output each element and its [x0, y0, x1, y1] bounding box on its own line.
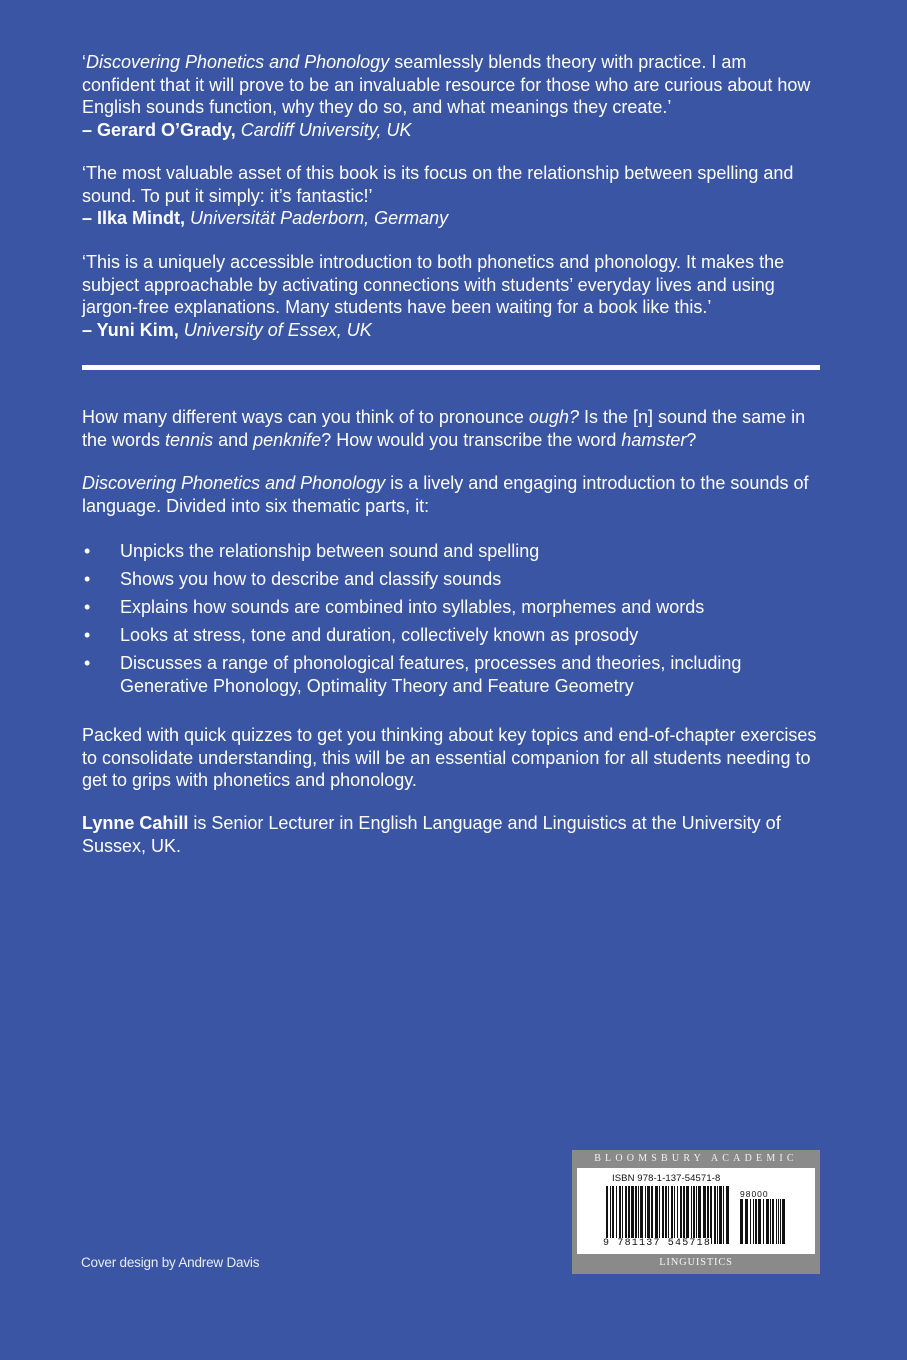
intro-paragraph: How many different ways can you think of to pronounce ough? Is the [n] sound the same in the words tennis and penknife? How would you transcribe the word hamster? — [82, 407, 806, 450]
barcode-area — [577, 1168, 815, 1254]
list-item: • Looks at stress, tone and duration, collectively known as prosody — [84, 625, 639, 645]
publisher-name: BLOOMSBURY ACADEMIC — [594, 1153, 798, 1164]
quote-author: – Yuni Kim, — [82, 319, 179, 340]
bullet-icon: • — [84, 653, 91, 673]
feature-list — [82, 540, 822, 703]
barcode-bar — [750, 1199, 751, 1244]
quote-text: ‘The most valuable asset of this book is its focus on the relationship between spelling and sound. To put it simply: it’s fantastic!’ — [82, 163, 794, 206]
bullet-icon: • — [84, 541, 91, 561]
barcode-bar — [755, 1199, 757, 1244]
quote-affiliation: Universität Paderborn, Germany — [190, 208, 449, 228]
barcode-bar — [647, 1186, 650, 1244]
list-item: • Explains how sounds are combined into syllables, morphemes and words — [84, 597, 705, 617]
category-label: LINGUISTICS — [659, 1257, 733, 1268]
endorsement-quote — [82, 162, 822, 230]
list-item: • Discusses a range of phonological features, processes and theories, including Generative Phonology, Optimality Theory and Feature Geometry — [84, 653, 742, 696]
barcode-bar — [719, 1186, 722, 1244]
description-paragraph: Discovering Phonetics and Phonology is a lively and engaging introduction to the sounds of language. Divided into six thematic parts, it: — [82, 473, 809, 516]
barcode-bar — [782, 1199, 785, 1244]
barcode-bar — [674, 1186, 675, 1244]
barcode-bar — [665, 1186, 667, 1244]
quote-author: – Ilka Mindt, — [82, 208, 186, 228]
barcode-bar — [606, 1186, 608, 1244]
quote-affiliation: Cardiff University, UK — [240, 119, 412, 140]
barcode-bar — [686, 1186, 689, 1244]
barcode-bar — [625, 1186, 627, 1244]
barcode-bar — [659, 1186, 660, 1244]
packed-paragraph: Packed with quick quizzes to get you thinking about key topics and end-of-chapter exercises to consolidate understanding, this will be an essential companion for all students needing to get to grips with phonetics and phonology. — [82, 725, 817, 790]
barcode-bar — [628, 1186, 630, 1244]
barcode-bar — [763, 1199, 764, 1244]
barcode-bar — [631, 1186, 634, 1244]
barcode-bar — [683, 1186, 685, 1244]
barcode-bar — [638, 1186, 639, 1244]
barcode-bar — [770, 1199, 771, 1244]
barcode-bar — [714, 1186, 716, 1244]
endorsement-quote — [82, 51, 822, 141]
barcode-bar — [677, 1186, 678, 1244]
endorsement-quote — [82, 251, 822, 341]
barcode-bar — [645, 1186, 646, 1244]
cover-credit: Cover design by Andrew Davis — [81, 1255, 260, 1270]
divider-line — [82, 365, 820, 370]
author-bio-text: is Senior Lecturer in English Language and Linguistics at the University of Sussex, UK. — [82, 813, 781, 856]
barcode-bar — [698, 1186, 701, 1244]
author-name: Lynne Cahill — [82, 813, 189, 833]
barcode-bar — [616, 1186, 617, 1244]
barcode-bar — [772, 1199, 774, 1244]
bullet-icon: • — [84, 569, 91, 589]
barcode-bar — [612, 1186, 614, 1244]
barcode-bar — [651, 1186, 653, 1244]
barcode-bar — [691, 1186, 692, 1244]
barcode-bar — [717, 1186, 718, 1244]
ean-barcode-icon — [606, 1186, 730, 1244]
barcode-bar — [753, 1199, 754, 1244]
barcode-bar — [766, 1199, 769, 1244]
barcode-bar — [662, 1186, 664, 1244]
barcode-bar — [668, 1186, 669, 1244]
barcode-bar — [710, 1186, 712, 1244]
list-item: • Unpicks the relationship between sound and spelling — [84, 541, 540, 561]
barcode-bar — [778, 1199, 779, 1244]
barcode-bar — [655, 1186, 658, 1244]
barcode-bar — [707, 1186, 709, 1244]
author-bio — [82, 812, 822, 857]
barcode-bar — [723, 1186, 724, 1244]
quote-text: ‘Discovering Phonetics and Phonology seamlessly blends theory with practice. I am confident that it will prove to be an invaluable resource for those who are curious about how English sounds function, why they do so, and what meanings they create.’ — [82, 52, 811, 117]
barcode-bar — [640, 1186, 643, 1244]
ean-digits: 9 781137 545718 — [603, 1238, 712, 1249]
quote-text: ‘This is a uniquely accessible introduction to both phonetics and phonology. It makes the subject approachable by activating connections with students’ everyday lives and using jargon-free explanations. Many students have been waiting for a book like this.’ — [82, 252, 785, 317]
barcode-bar — [622, 1186, 623, 1244]
barcode-panel — [572, 1150, 820, 1274]
barcode-bar — [671, 1186, 673, 1244]
list-item: • Shows you how to describe and classify sounds — [84, 569, 502, 589]
barcode-bar — [693, 1186, 695, 1244]
barcode-bar — [680, 1186, 682, 1244]
quote-affiliation: University of Essex, UK — [183, 319, 372, 340]
isbn-label: ISBN 978-1-137-54571-8 — [612, 1173, 721, 1184]
barcode-bar — [758, 1199, 761, 1244]
addon-digits: 98000 — [740, 1189, 769, 1199]
barcode-bar — [726, 1186, 729, 1244]
bullet-icon: • — [84, 625, 91, 645]
barcode-bar — [619, 1186, 621, 1244]
addon-barcode-icon — [740, 1199, 788, 1244]
barcode-bar — [780, 1199, 781, 1244]
barcode-bar — [703, 1186, 706, 1244]
bullet-icon: • — [84, 597, 91, 617]
barcode-bar — [776, 1199, 777, 1244]
barcode-bar — [610, 1186, 611, 1244]
quote-author: – Gerard O’Grady, — [82, 119, 236, 140]
barcode-bar — [696, 1186, 697, 1244]
barcode-bar — [635, 1186, 637, 1244]
barcode-bar — [740, 1199, 743, 1244]
barcode-bar — [745, 1199, 748, 1244]
